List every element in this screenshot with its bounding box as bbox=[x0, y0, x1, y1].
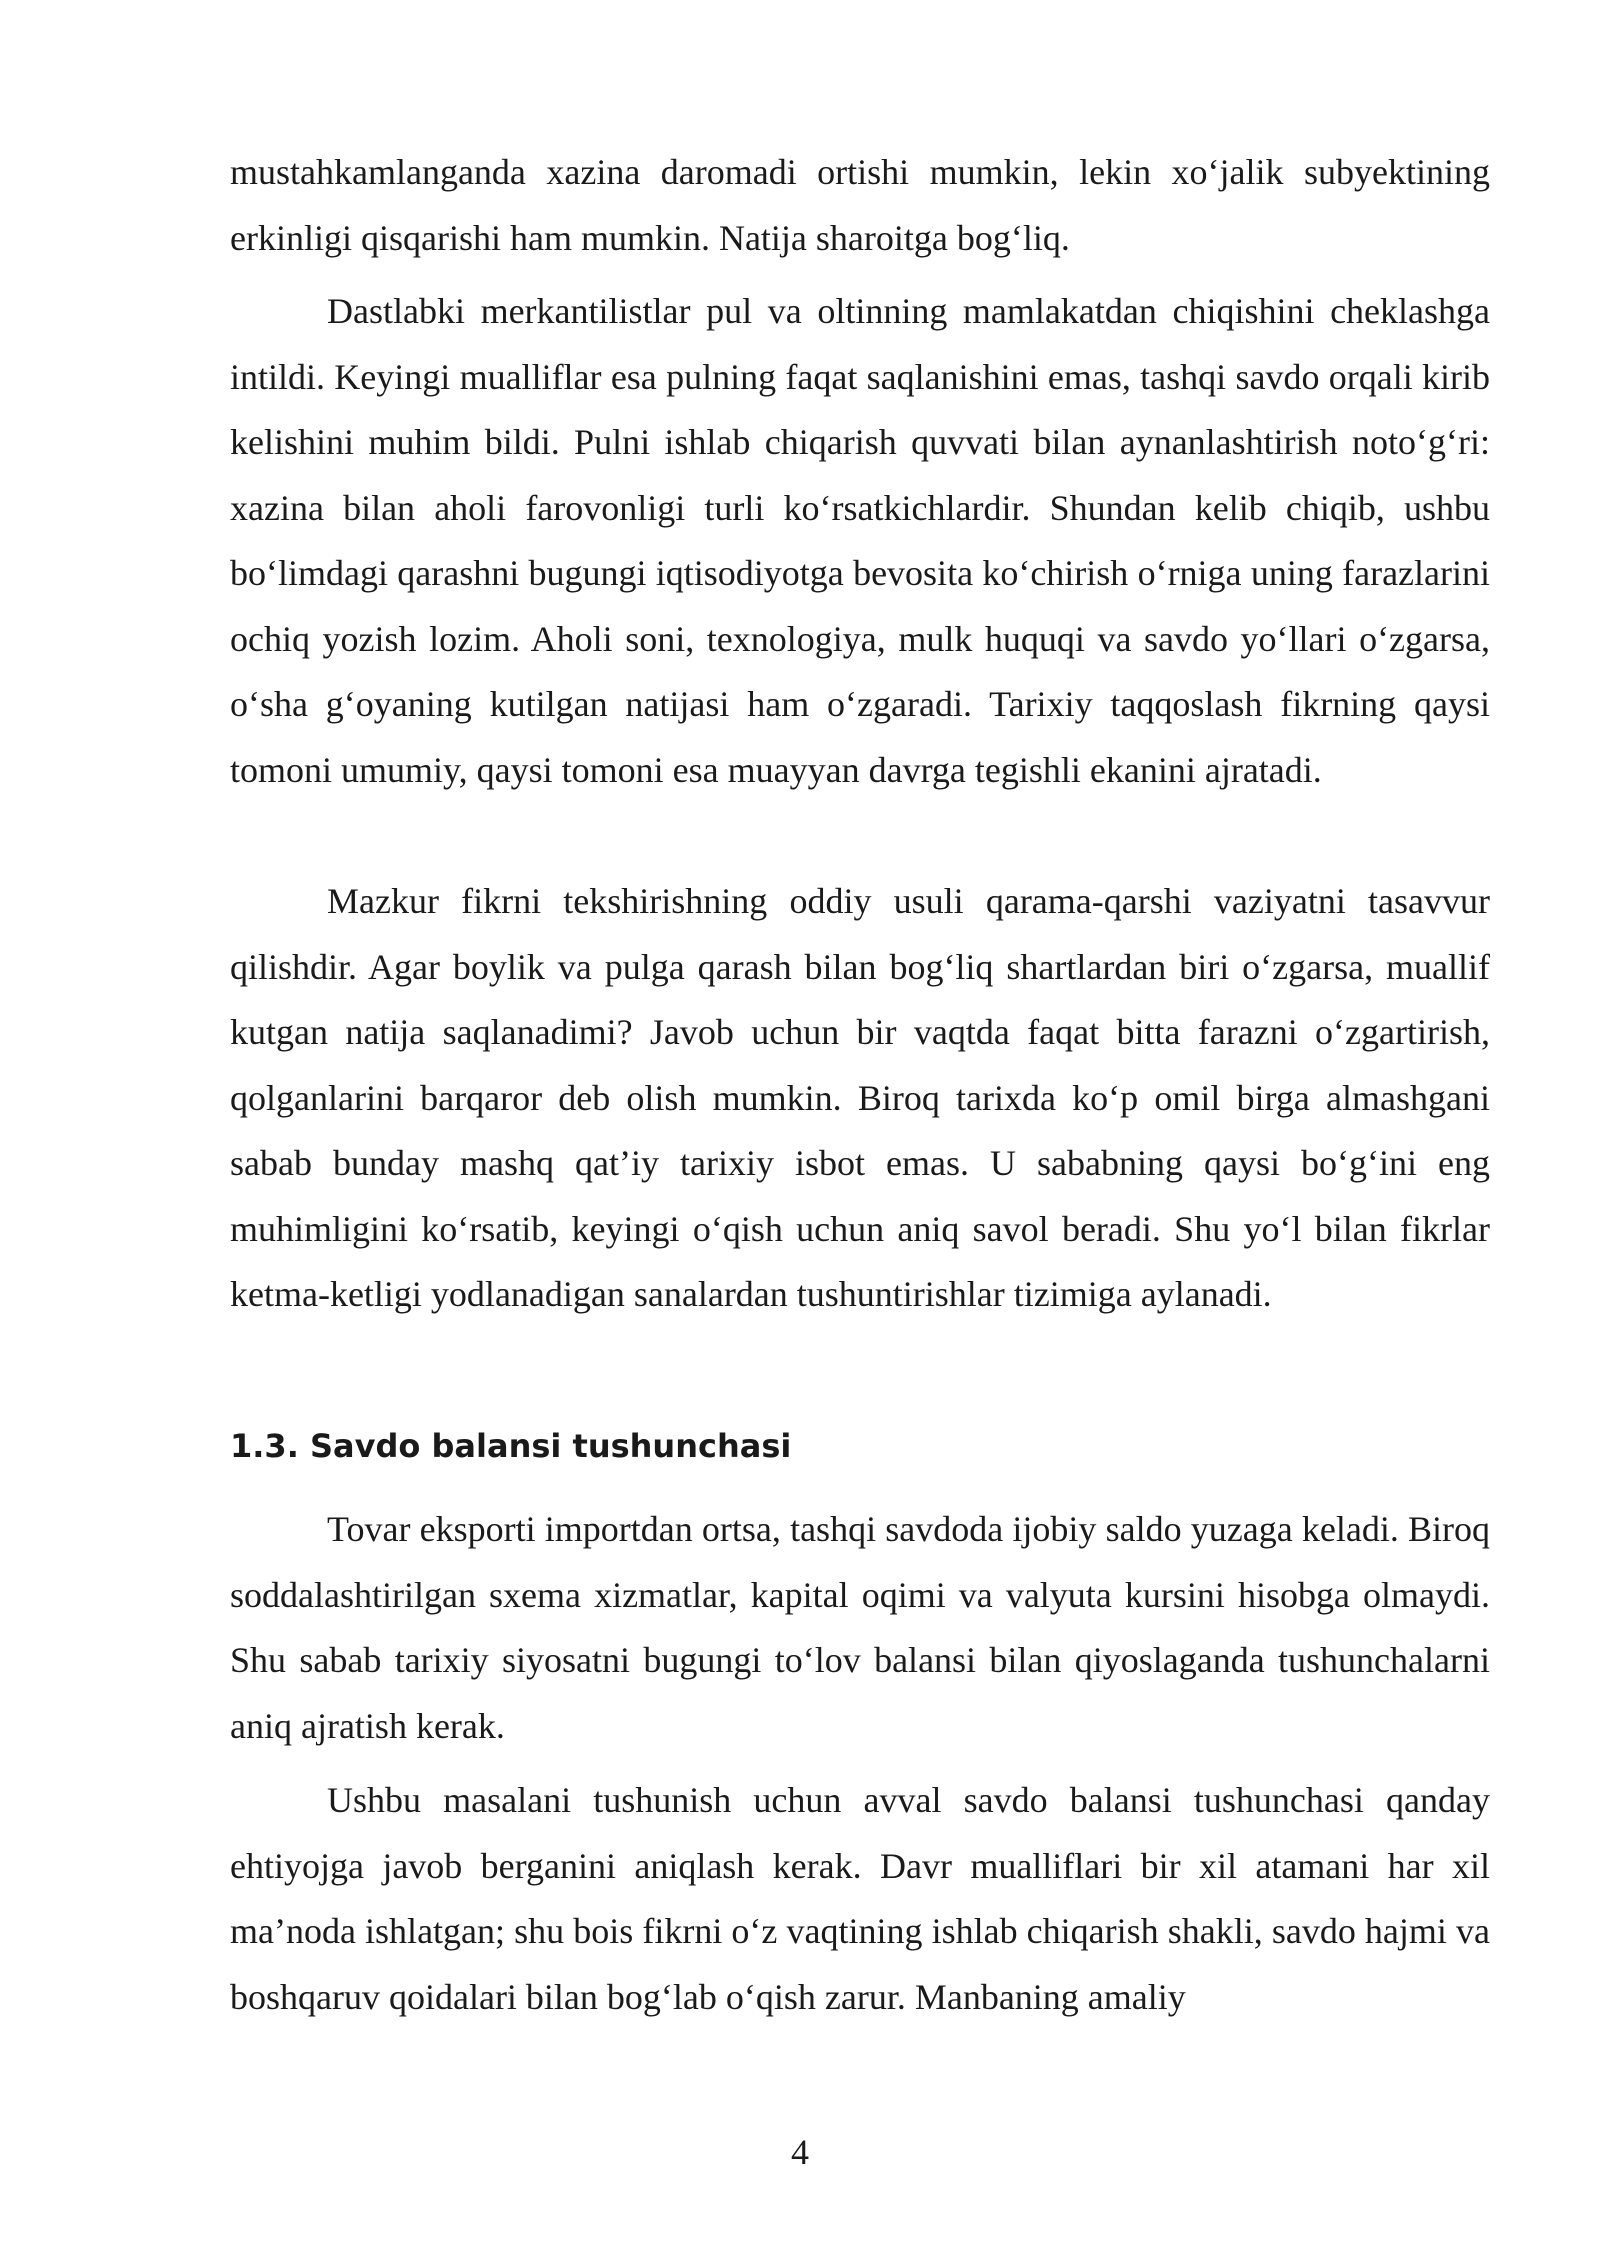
paragraph-merkantilistlar: Dastlabki merkantilistlar pul va oltinning mamlakatdan chiqishini cheklashga intildi. Keyingi mualliflar esa pulning faqat saqlanishini emas, tashqi savdo orqali kirib kelishini muhim bildi. Pulni ishlab chiqarish quvvati bilan aynanlashtirish noto‘g‘ri: xazina bilan aholi farovonligi turli ko‘rsatkichlardir. Shundan kelib chiqib, ushbu bo‘limdagi qarashni bugungi iqtisodiyotga bevosita ko‘chirish o‘rniga uning farazlarini ochiq yozish lozim. Aholi soni, texnologiya, mulk huquqi va savdo yo‘llari o‘zgarsa, o‘sha g‘oyaning kutilgan natijasi ham o‘zgaradi. Tarixiy taqqoslash fikrning qaysi tomoni umumiy, qaysi tomoni esa muayyan davrga tegishli ekanini ajratadi. bbox=[230, 291, 1490, 790]
page-number: 4 bbox=[791, 2132, 809, 2172]
paragraph-tovar-eksporti: Tovar eksporti importdan ortsa, tashqi savdoda ijobiy saldo yuzaga keladi. Biroq soddalashtirilgan sxema xizmatlar, kapital oqimi va valyuta kursini hisobga olmaydi. Shu sabab tarixiy siyosatni bugungi to‘lov balansi bilan qiyoslaganda tushunchalarni aniq ajratish kerak. bbox=[230, 1509, 1490, 1746]
paragraph-tekshirish-usuli: Mazkur fikrni tekshirishning oddiy usuli qarama-qarshi vaziyatni tasavvur qilishdir. Agar boylik va pulga qarash bilan bog‘liq shartlardan biri o‘zgarsa, muallif kutgan natija saqlanadimi? Javob uchun bir vaqtda faqat bitta farazni o‘zgartirish, qolganlarini barqaror deb olish mumkin. Biroq tarixda ko‘p omil birga almashgani sabab bunday mashq qat’iy tarixiy isbot emas. U sababning qaysi bo‘g‘ini eng muhimligini ko‘rsatib, keyingi o‘qish uchun aniq savol beradi. Shu yo‘l bilan fikrlar ketma-ketligi yodlanadigan sanalardan tushuntirishlar tizimiga aylanadi. bbox=[230, 881, 1490, 1314]
section-heading: 1.3. Savdo balansi tushunchasi bbox=[230, 1427, 792, 1465]
paragraph-savdo-balansi: Ushbu masalani tushunish uchun avval savdo balansi tushunchasi qanday ehtiyojga javob berganini aniqlash kerak. Davr mualliflari bir xil atamani har xil ma’noda ishlatgan; shu bois fikrni o‘z vaqtining ishlab chiqarish shakli, savdo hajmi va boshqaruv qoidalari bilan bog‘lab o‘qish zarur. Manbaning amaliy bbox=[230, 1780, 1490, 2017]
paragraph-continuation: mustahkamlanganda xazina daromadi ortishi mumkin, lekin xo‘jalik subyektining erkinligi qisqarishi ham mumkin. Natija sharoitga bog‘liq. bbox=[230, 152, 1490, 258]
